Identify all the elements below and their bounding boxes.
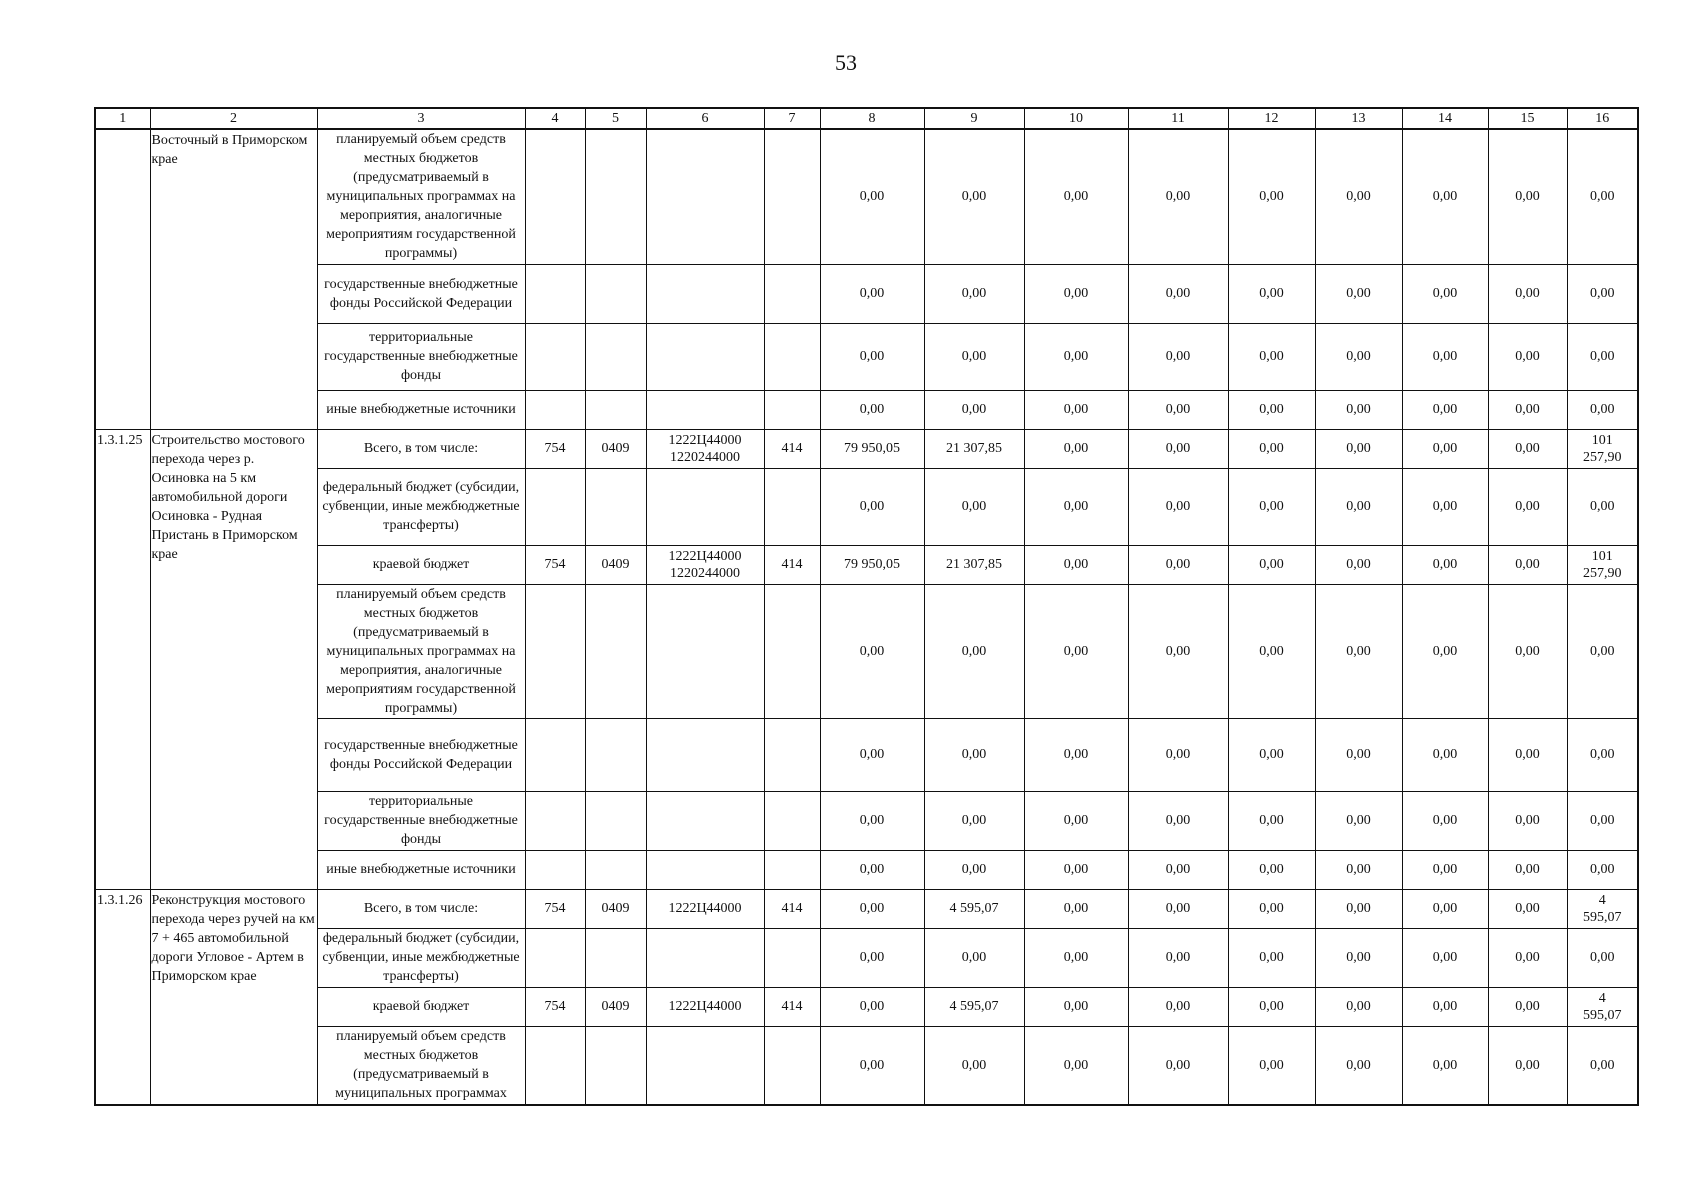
value-cell: 0,00 <box>820 1026 924 1105</box>
value-cell: 0,00 <box>1488 468 1567 545</box>
value-cell: 0,00 <box>1402 987 1488 1026</box>
total-line: 4 <box>1598 990 1606 1006</box>
value-cell: 0,00 <box>1488 987 1567 1026</box>
column-header: 4 <box>525 108 585 129</box>
value-cell: 0,00 <box>1315 928 1402 987</box>
value-cell: 79 950,05 <box>820 429 924 468</box>
column-header: 13 <box>1315 108 1402 129</box>
value-cell: 0,00 <box>924 390 1024 429</box>
total-cell <box>1567 545 1638 584</box>
cell <box>764 390 820 429</box>
value-cell: 0,00 <box>1488 928 1567 987</box>
column-header: 16 <box>1567 108 1638 129</box>
value-cell: 0,00 <box>924 264 1024 323</box>
value-cell: 21 307,85 <box>924 545 1024 584</box>
cell <box>646 850 764 889</box>
cell <box>764 323 820 390</box>
column-header: 11 <box>1128 108 1228 129</box>
table-row <box>95 987 1638 1026</box>
cell <box>585 468 646 545</box>
cell <box>585 791 646 850</box>
cell <box>525 718 585 791</box>
value-cell: 0,00 <box>1128 718 1228 791</box>
value-cell: 754 <box>525 429 585 468</box>
value-cell: 0,00 <box>1128 264 1228 323</box>
cell <box>585 928 646 987</box>
funding-source-cell: государственные внебюджетные фонды Российской Федерации <box>317 264 525 323</box>
cell <box>585 323 646 390</box>
value-cell: 0,00 <box>820 390 924 429</box>
value-cell: 0,00 <box>1128 584 1228 718</box>
cell <box>646 718 764 791</box>
value-cell: 0,00 <box>1024 323 1128 390</box>
table-row <box>95 129 1638 264</box>
value-cell: 0,00 <box>1488 390 1567 429</box>
value-cell: 0,00 <box>1128 928 1228 987</box>
page-number: 53 <box>835 50 857 75</box>
cell <box>525 850 585 889</box>
row-code-cell: 1.3.1.26 <box>95 889 150 1105</box>
value-cell: 0,00 <box>924 928 1024 987</box>
value-cell: 0,00 <box>1024 928 1128 987</box>
cell <box>585 584 646 718</box>
value-cell: 0,00 <box>1402 429 1488 468</box>
value-cell: 0,00 <box>1488 264 1567 323</box>
code-cell <box>646 429 764 468</box>
cell <box>764 129 820 264</box>
column-header: 3 <box>317 108 525 129</box>
cell <box>764 928 820 987</box>
measure-name-cell: Реконструкция мостового перехода через ручей на км 7 + 465 автомобильной дороги Угловое - Артем в Приморском крае <box>150 889 317 1105</box>
value-cell: 0,00 <box>820 323 924 390</box>
value-cell: 0,00 <box>1228 129 1315 264</box>
value-cell: 0,00 <box>1128 390 1228 429</box>
cell <box>525 129 585 264</box>
value-cell: 0,00 <box>1567 928 1638 987</box>
cell <box>764 468 820 545</box>
value-cell: 0,00 <box>1567 791 1638 850</box>
cell <box>764 718 820 791</box>
table-row <box>95 545 1638 584</box>
value-cell: 0,00 <box>1402 791 1488 850</box>
total-cell <box>1567 429 1638 468</box>
value-cell: 0,00 <box>820 850 924 889</box>
column-header: 1 <box>95 108 150 129</box>
value-cell: 0,00 <box>1228 429 1315 468</box>
total-cell <box>1567 987 1638 1026</box>
value-cell: 0,00 <box>1024 584 1128 718</box>
value-cell: 0,00 <box>1128 889 1228 928</box>
table-row <box>95 468 1638 545</box>
value-cell: 0,00 <box>1315 791 1402 850</box>
column-header: 5 <box>585 108 646 129</box>
column-header: 14 <box>1402 108 1488 129</box>
cell <box>525 323 585 390</box>
value-cell: 0,00 <box>1488 889 1567 928</box>
value-cell: 0,00 <box>1402 850 1488 889</box>
funding-source-cell: государственные внебюджетные фонды Российской Федерации <box>317 718 525 791</box>
value-cell: 0,00 <box>1488 429 1567 468</box>
value-cell: 0,00 <box>1315 390 1402 429</box>
value-cell: 0,00 <box>1402 468 1488 545</box>
cell <box>764 584 820 718</box>
value-cell: 0,00 <box>1488 584 1567 718</box>
table-row <box>95 850 1638 889</box>
funding-source-cell: планируемый объем средств местных бюджетов (предусматриваемый в муниципальных программах <box>317 1026 525 1105</box>
column-header: 8 <box>820 108 924 129</box>
value-cell: 0,00 <box>820 264 924 323</box>
total-line: 595,07 <box>1583 909 1622 925</box>
value-cell: 0,00 <box>1402 323 1488 390</box>
value-cell: 0,00 <box>1402 889 1488 928</box>
value-cell: 0,00 <box>1567 850 1638 889</box>
column-header: 6 <box>646 108 764 129</box>
table-row <box>95 1026 1638 1105</box>
value-cell: 0,00 <box>1567 264 1638 323</box>
row-code-cell: 1.3.1.25 <box>95 429 150 889</box>
value-cell: 0,00 <box>1315 584 1402 718</box>
cell <box>525 390 585 429</box>
value-cell: 0,00 <box>1024 1026 1128 1105</box>
measure-name-cell: Восточный в Приморском крае <box>150 129 317 429</box>
cell <box>585 1026 646 1105</box>
value-cell: 0,00 <box>1128 791 1228 850</box>
funding-source-cell: Всего, в том числе: <box>317 889 525 928</box>
value-cell: 0,00 <box>820 468 924 545</box>
cell <box>646 584 764 718</box>
value-cell: 0,00 <box>1024 390 1128 429</box>
value-cell: 0,00 <box>924 791 1024 850</box>
value-cell: 0,00 <box>1315 987 1402 1026</box>
value-cell: 0,00 <box>1315 889 1402 928</box>
value-cell: 0,00 <box>1228 390 1315 429</box>
value-cell: 0,00 <box>1024 129 1128 264</box>
table-row <box>95 889 1638 928</box>
value-cell: 0,00 <box>1228 791 1315 850</box>
value-cell: 0,00 <box>1024 791 1128 850</box>
cell <box>646 390 764 429</box>
code-cell: 1222Ц44000 <box>646 889 764 928</box>
funding-source-cell: иные внебюджетные источники <box>317 390 525 429</box>
value-cell: 0,00 <box>1228 928 1315 987</box>
value-cell: 0,00 <box>1402 1026 1488 1105</box>
value-cell: 754 <box>525 987 585 1026</box>
value-cell: 0409 <box>585 429 646 468</box>
value-cell: 0,00 <box>1128 987 1228 1026</box>
funding-source-cell: Всего, в том числе: <box>317 429 525 468</box>
value-cell: 0,00 <box>820 791 924 850</box>
value-cell: 0,00 <box>1024 987 1128 1026</box>
value-cell: 0,00 <box>1228 264 1315 323</box>
funding-source-cell: территориальные государственные внебюджетные фонды <box>317 323 525 390</box>
value-cell: 754 <box>525 889 585 928</box>
cell <box>585 129 646 264</box>
value-cell: 0,00 <box>1024 850 1128 889</box>
total-line: 257,90 <box>1583 565 1622 581</box>
funding-source-cell: краевой бюджет <box>317 987 525 1026</box>
value-cell: 0,00 <box>1228 850 1315 889</box>
value-cell: 414 <box>764 545 820 584</box>
value-cell: 0,00 <box>924 1026 1024 1105</box>
value-cell: 0,00 <box>1567 129 1638 264</box>
value-cell: 0,00 <box>1228 545 1315 584</box>
cell <box>585 390 646 429</box>
value-cell: 0,00 <box>1228 889 1315 928</box>
value-cell: 0,00 <box>1315 1026 1402 1105</box>
value-cell: 0,00 <box>820 584 924 718</box>
column-header: 9 <box>924 108 1024 129</box>
cell <box>585 264 646 323</box>
value-cell: 0,00 <box>1315 850 1402 889</box>
value-cell: 0,00 <box>1128 545 1228 584</box>
cell <box>764 791 820 850</box>
value-cell: 414 <box>764 429 820 468</box>
value-cell: 0,00 <box>820 928 924 987</box>
total-line: 101 <box>1591 548 1613 564</box>
value-cell: 0,00 <box>1567 468 1638 545</box>
value-cell: 0,00 <box>1315 264 1402 323</box>
cell <box>525 468 585 545</box>
value-cell: 0,00 <box>1228 1026 1315 1105</box>
value-cell: 4 595,07 <box>924 889 1024 928</box>
cell <box>525 1026 585 1105</box>
value-cell: 0,00 <box>1315 129 1402 264</box>
value-cell: 0,00 <box>1128 323 1228 390</box>
funding-source-cell: краевой бюджет <box>317 545 525 584</box>
table-row <box>95 718 1638 791</box>
value-cell: 0,00 <box>924 323 1024 390</box>
cell <box>646 129 764 264</box>
value-cell: 0,00 <box>1402 129 1488 264</box>
value-cell: 21 307,85 <box>924 429 1024 468</box>
value-cell: 0,00 <box>1402 264 1488 323</box>
value-cell: 0409 <box>585 545 646 584</box>
table-row <box>95 791 1638 850</box>
cell <box>646 468 764 545</box>
funding-source-cell: планируемый объем средств местных бюджетов (предусматриваемый в муниципальных программах на мероприятия, аналогичные мероприятиям государственной программы) <box>317 129 525 264</box>
value-cell: 0,00 <box>1128 850 1228 889</box>
cell <box>525 928 585 987</box>
cell <box>646 264 764 323</box>
value-cell: 0,00 <box>820 718 924 791</box>
value-cell: 0,00 <box>924 584 1024 718</box>
cell <box>764 850 820 889</box>
value-cell: 0,00 <box>1228 584 1315 718</box>
value-cell: 754 <box>525 545 585 584</box>
table-row <box>95 928 1638 987</box>
total-line: 4 <box>1598 892 1606 908</box>
value-cell: 0,00 <box>1315 468 1402 545</box>
funding-source-cell: иные внебюджетные источники <box>317 850 525 889</box>
value-cell: 0,00 <box>1228 718 1315 791</box>
value-cell: 0,00 <box>1402 545 1488 584</box>
cell <box>585 718 646 791</box>
value-cell: 0,00 <box>1567 390 1638 429</box>
value-cell: 0,00 <box>924 850 1024 889</box>
value-cell: 0,00 <box>1315 545 1402 584</box>
value-cell: 0,00 <box>1567 584 1638 718</box>
measure-name-cell: Строительство мостового перехода через р. Осиновка на 5 км автомобильной дороги Осиновка - Рудная Пристань в Приморском крае <box>150 429 317 889</box>
column-number-row <box>95 108 1638 129</box>
value-cell: 0,00 <box>1128 468 1228 545</box>
code-cell <box>646 545 764 584</box>
value-cell: 0,00 <box>1567 323 1638 390</box>
value-cell: 0,00 <box>1128 129 1228 264</box>
value-cell: 0,00 <box>820 129 924 264</box>
table-row <box>95 390 1638 429</box>
cell <box>646 791 764 850</box>
cell <box>525 584 585 718</box>
value-cell: 0409 <box>585 889 646 928</box>
value-cell: 414 <box>764 889 820 928</box>
value-cell: 4 595,07 <box>924 987 1024 1026</box>
total-cell <box>1567 889 1638 928</box>
value-cell: 414 <box>764 987 820 1026</box>
value-cell: 0,00 <box>1228 987 1315 1026</box>
table-row <box>95 323 1638 390</box>
funding-source-cell: федеральный бюджет (субсидии, субвенции, иные межбюджетные трансферты) <box>317 928 525 987</box>
cell <box>646 928 764 987</box>
value-cell: 0,00 <box>1488 545 1567 584</box>
cell <box>585 850 646 889</box>
cell <box>646 323 764 390</box>
value-cell: 0,00 <box>1024 429 1128 468</box>
value-cell: 0,00 <box>924 129 1024 264</box>
cell <box>525 791 585 850</box>
value-cell: 0,00 <box>1488 323 1567 390</box>
value-cell: 0,00 <box>1488 1026 1567 1105</box>
total-line: 257,90 <box>1583 449 1622 465</box>
table-row <box>95 264 1638 323</box>
value-cell: 0,00 <box>1402 584 1488 718</box>
value-cell: 0,00 <box>1567 718 1638 791</box>
value-cell: 0,00 <box>1315 429 1402 468</box>
value-cell: 0,00 <box>1315 718 1402 791</box>
value-cell: 0,00 <box>924 468 1024 545</box>
value-cell: 0,00 <box>924 718 1024 791</box>
value-cell: 0,00 <box>1488 129 1567 264</box>
value-cell: 79 950,05 <box>820 545 924 584</box>
funding-source-cell: территориальные государственные внебюджетные фонды <box>317 791 525 850</box>
code-line: 1220244000 <box>670 449 740 465</box>
total-line: 101 <box>1591 432 1613 448</box>
value-cell: 0,00 <box>1128 429 1228 468</box>
value-cell: 0,00 <box>1402 390 1488 429</box>
code-line: 1220244000 <box>670 565 740 581</box>
value-cell: 0409 <box>585 987 646 1026</box>
code-line: 1222Ц44000 <box>668 548 742 564</box>
value-cell: 0,00 <box>1024 889 1128 928</box>
column-header: 10 <box>1024 108 1128 129</box>
value-cell: 0,00 <box>1488 850 1567 889</box>
cell <box>646 1026 764 1105</box>
value-cell: 0,00 <box>1488 718 1567 791</box>
table-row <box>95 584 1638 718</box>
row-code-cell <box>95 129 150 429</box>
cell <box>764 264 820 323</box>
total-line: 595,07 <box>1583 1007 1622 1023</box>
cell <box>764 1026 820 1105</box>
value-cell: 0,00 <box>1024 264 1128 323</box>
value-cell: 0,00 <box>820 889 924 928</box>
value-cell: 0,00 <box>1228 468 1315 545</box>
value-cell: 0,00 <box>1488 791 1567 850</box>
funding-source-cell: федеральный бюджет (субсидии, субвенции, иные межбюджетные трансферты) <box>317 468 525 545</box>
column-header: 7 <box>764 108 820 129</box>
value-cell: 0,00 <box>1128 1026 1228 1105</box>
code-line: 1222Ц44000 <box>668 432 742 448</box>
column-header: 12 <box>1228 108 1315 129</box>
value-cell: 0,00 <box>1315 323 1402 390</box>
value-cell: 0,00 <box>1567 1026 1638 1105</box>
value-cell: 0,00 <box>1024 468 1128 545</box>
funding-source-cell: планируемый объем средств местных бюджетов (предусматриваемый в муниципальных программах на мероприятия, аналогичные мероприятиям государственной программы) <box>317 584 525 718</box>
cell <box>525 264 585 323</box>
value-cell: 0,00 <box>1228 323 1315 390</box>
column-header: 15 <box>1488 108 1567 129</box>
budget-table <box>94 107 1639 1106</box>
table-row <box>95 429 1638 468</box>
value-cell: 0,00 <box>1024 545 1128 584</box>
column-header: 2 <box>150 108 317 129</box>
value-cell: 0,00 <box>1024 718 1128 791</box>
code-cell: 1222Ц44000 <box>646 987 764 1026</box>
value-cell: 0,00 <box>1402 718 1488 791</box>
value-cell: 0,00 <box>820 987 924 1026</box>
value-cell: 0,00 <box>1402 928 1488 987</box>
